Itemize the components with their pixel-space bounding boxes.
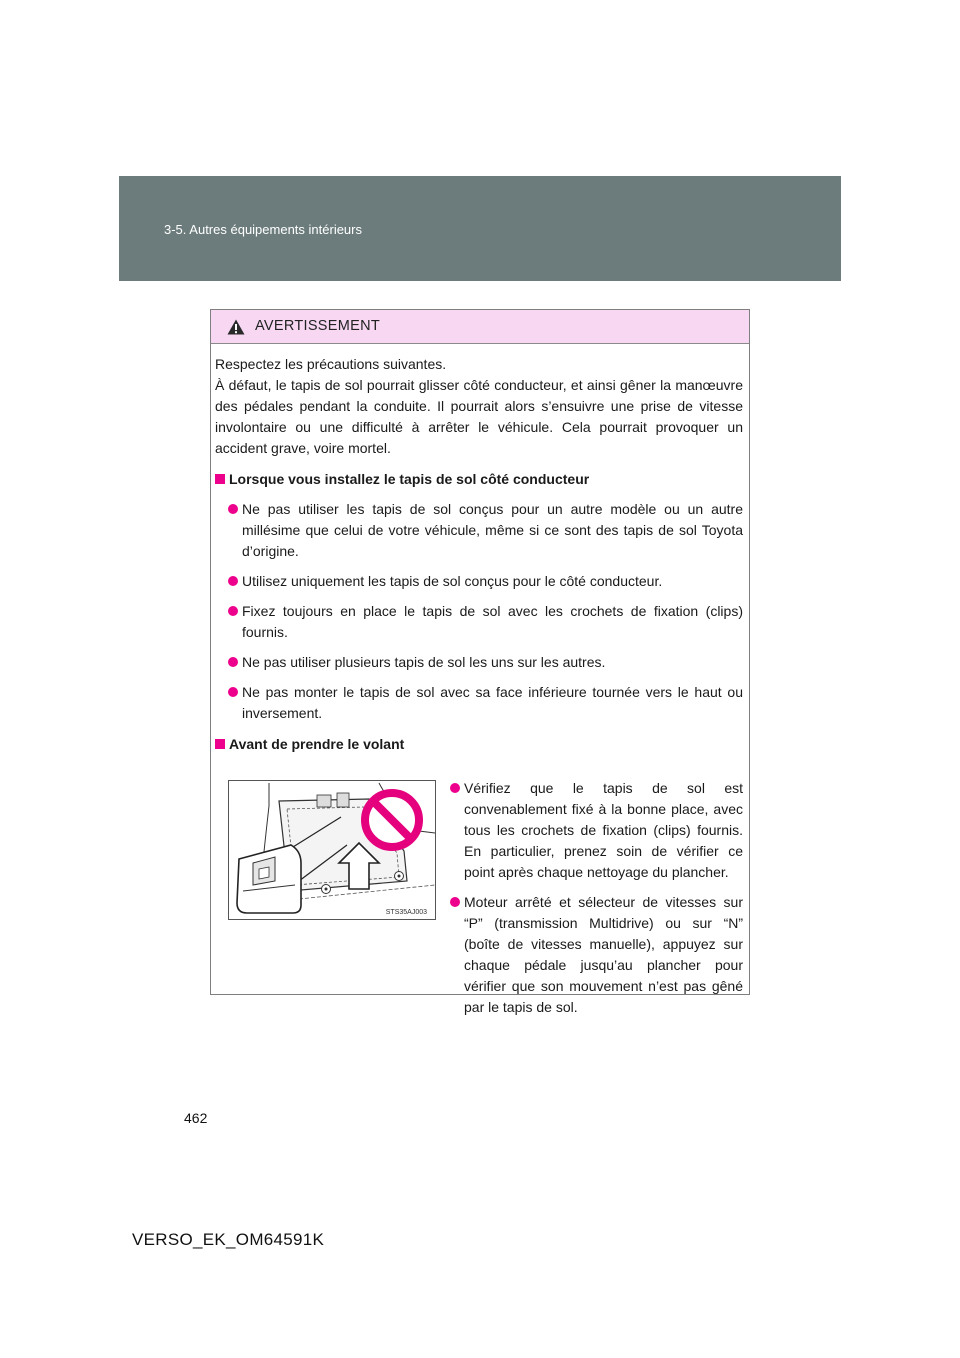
prohibition-icon [359, 787, 425, 853]
heading-text: Avant de prendre le volant [229, 736, 405, 752]
section-title: 3-5. Autres équipements intérieurs [164, 222, 362, 237]
warning-box [210, 309, 750, 1015]
figure-code: STS35AJ003 [385, 909, 427, 916]
bullet-dot-icon [228, 657, 238, 667]
bullet-dot-icon [228, 576, 238, 586]
bullet-dot-icon [228, 687, 238, 697]
bullet-dot-icon [228, 606, 238, 616]
installation-list [215, 499, 743, 724]
header-band [119, 176, 841, 281]
heading-text: Lorsque vous installez le tapis de sol côté conducteur [229, 471, 590, 487]
warning-intro [215, 354, 743, 459]
square-bullet-icon [215, 474, 225, 484]
bullet-dot-icon [450, 783, 460, 793]
warning-header [211, 310, 749, 344]
document-code: VERSO_EK_OM64591K [132, 1230, 325, 1249]
list-item: Ne pas monter le tapis de sol avec sa face inférieure tournée vers le haut ou inversement. [215, 682, 743, 724]
page-number: 462 [184, 1110, 208, 1126]
list-item: Fixez toujours en place le tapis de sol avec les crochets de fixation (clips) fournis. [215, 601, 743, 643]
section-heading-before-driving [215, 734, 743, 755]
list-item: Moteur arrêté et sélecteur de vitesses sur “P” (transmission Multidrive) ou sur “N” (boîte de vitesses manuelle), appuyez sur chaque pédale jusqu’au plancher pour vérifier que son mouvement n’est pas gêné par le tapis de sol. [437, 892, 743, 1018]
warning-title: AVERTISSEMENT [255, 318, 381, 334]
intro-line-1: Respectez les précautions suivantes. [215, 356, 447, 372]
floor-mat-illustration [228, 780, 436, 920]
bullet-dot-icon [228, 504, 238, 514]
list-item: Ne pas utiliser plusieurs tapis de sol les uns sur les autres. [215, 652, 743, 673]
list-item: Utilisez uniquement les tapis de sol conçus pour le côté conducteur. [215, 571, 743, 592]
section-heading-installation [215, 469, 743, 490]
bullet-dot-icon [450, 897, 460, 907]
list-item: Ne pas utiliser les tapis de sol conçus pour un autre modèle ou un autre millésime que celui de votre véhicule, même si ce sont des tapis de sol Toyota d’origine. [215, 499, 743, 562]
square-bullet-icon [215, 739, 225, 749]
warning-body [215, 354, 743, 1049]
warning-triangle-icon [227, 319, 245, 335]
before-driving-list [437, 769, 743, 1026]
figure-row [215, 769, 743, 1049]
intro-line-2: À défaut, le tapis de sol pourrait glisser côté conducteur, et ainsi gêner la manœuvre des pédales pendant la conduite. Il pourrait alors s’ensuivre une prise de vitesse involontaire ou une difficulté à arrêter le véhicule. Cela pourrait provoquer un accident grave, voire mortel. [215, 377, 743, 456]
list-item: Vérifiez que le tapis de sol est convenablement fixé à la bonne place, avec tous les crochets de fixation (clips) fournis. En particulier, prenez soin de vérifier ce point après chaque nettoyage du plancher. [437, 778, 743, 883]
